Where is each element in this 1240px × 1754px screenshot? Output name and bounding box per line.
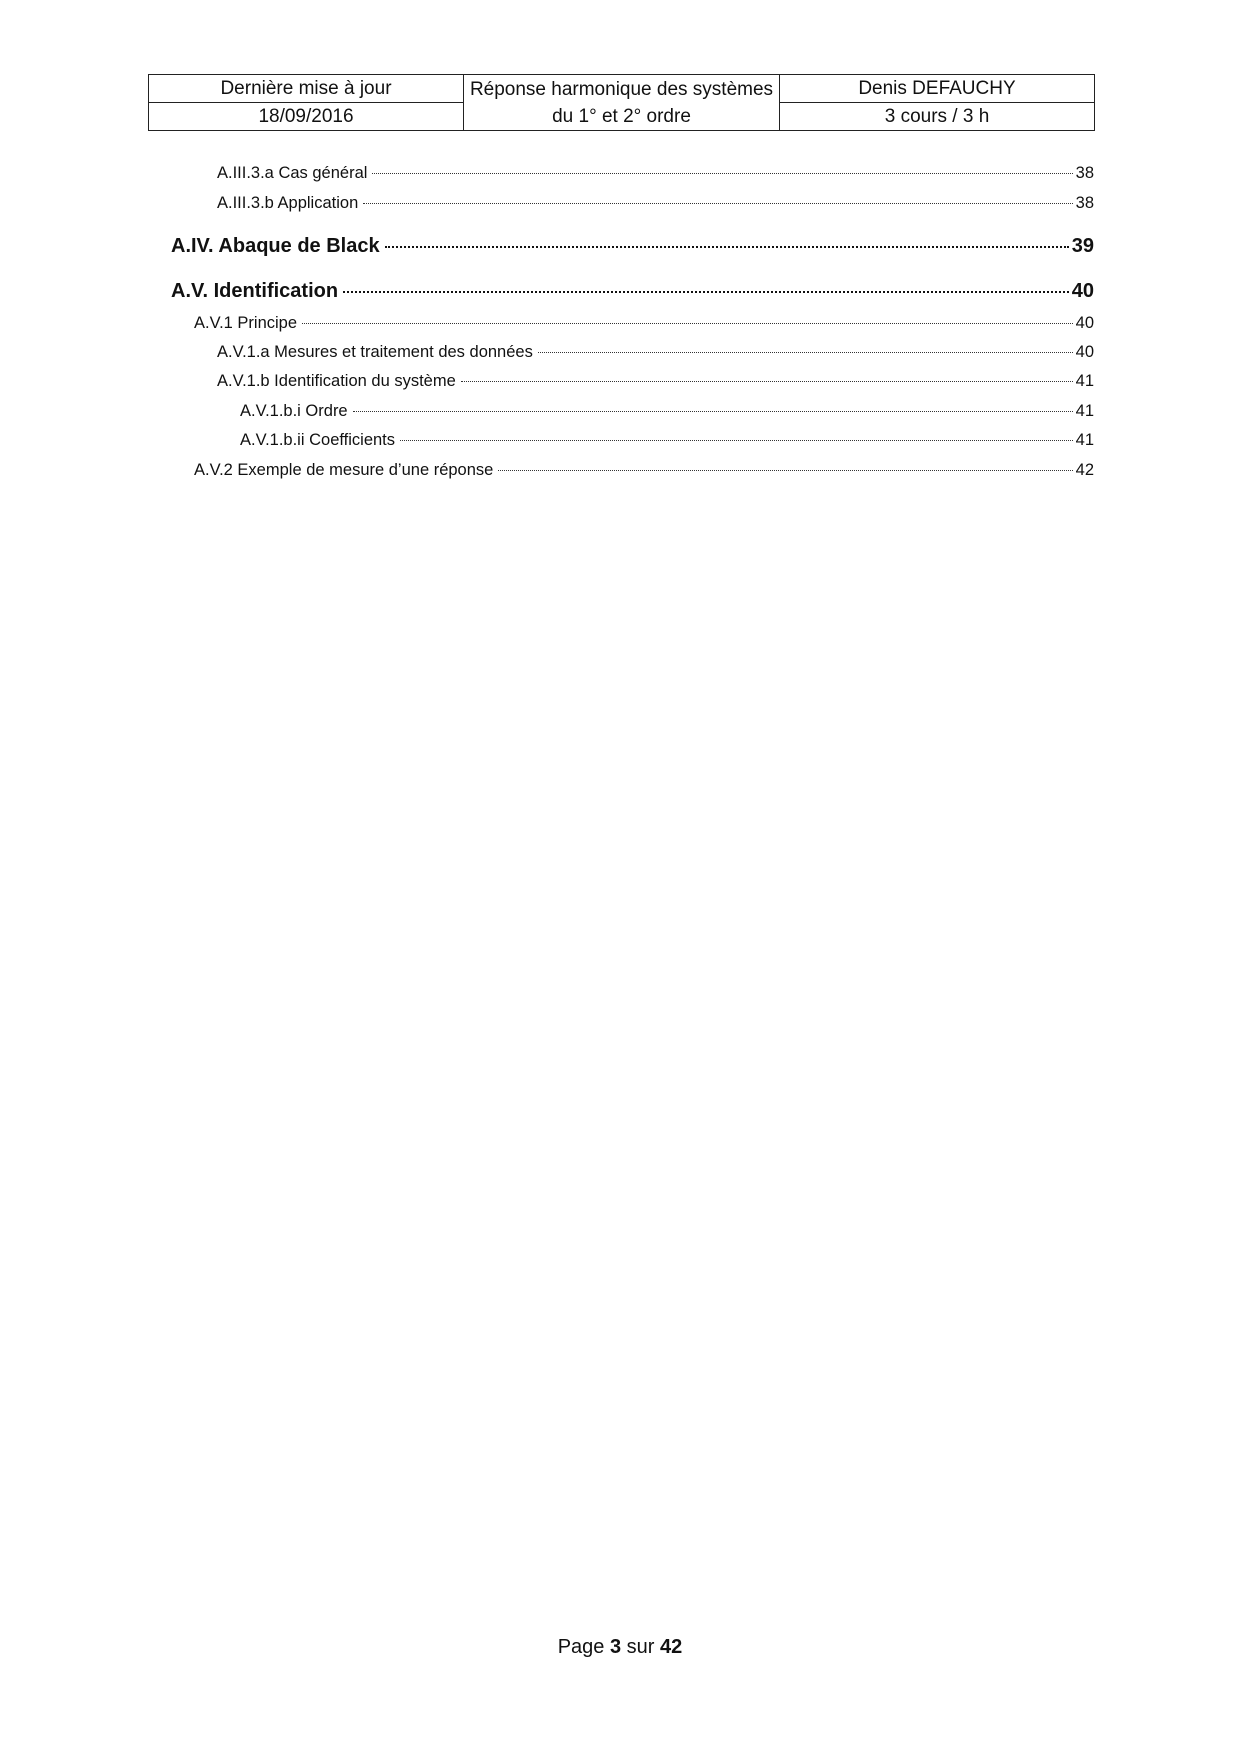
toc-entry-label: A.V.1.b Identification du système (217, 372, 456, 390)
toc-dot-leader (363, 203, 1072, 204)
toc-entry-page: 40 (1071, 280, 1094, 302)
toc-entry[interactable] (217, 343, 1094, 362)
toc-entry-label: A.IV. Abaque de Black (171, 235, 380, 257)
document-title: Réponse harmonique des systèmes du 1° et 2° ordre (464, 75, 780, 131)
footer-current-page: 3 (609, 1636, 622, 1658)
toc-entry-label: A.V.1.a Mesures et traitement des données (217, 343, 533, 361)
toc-dot-leader (461, 381, 1073, 382)
toc-entry[interactable] (194, 461, 1094, 480)
footer-total-pages: 42 (660, 1636, 683, 1658)
last-update-label: Dernière mise à jour (149, 75, 464, 103)
toc-dot-leader (538, 352, 1073, 353)
toc-entry[interactable] (240, 431, 1094, 450)
toc-entry-page: 41 (1075, 431, 1094, 449)
toc-entry-page: 38 (1075, 164, 1094, 182)
toc-dot-leader (353, 411, 1073, 412)
toc-dot-leader (400, 440, 1073, 441)
toc-entry-label: A.V.1.b.ii Coefficients (240, 431, 396, 449)
toc-entry-label: A.V.2 Exemple de mesure d’une réponse (194, 461, 494, 479)
author-name: Denis DEFAUCHY (780, 75, 1095, 103)
toc-dot-leader (385, 246, 1069, 248)
toc-entry[interactable] (194, 314, 1094, 333)
toc-dot-leader (498, 470, 1072, 471)
toc-entry-label: A.III.3.a Cas général (217, 164, 368, 182)
toc-entry-page: 39 (1071, 235, 1094, 257)
document-header (148, 74, 1095, 131)
toc-entry[interactable] (240, 402, 1094, 421)
toc-entry-page: 40 (1075, 343, 1094, 361)
toc-entry[interactable] (171, 235, 1094, 258)
toc-entry-label: A.V.1 Principe (194, 314, 298, 332)
toc-entry-page: 42 (1075, 461, 1094, 479)
toc-entry-label: A.III.3.b Application (217, 194, 359, 212)
toc-entry-label: A.V.1.b.i Ordre (240, 402, 348, 420)
toc-entry-page: 38 (1075, 194, 1094, 212)
last-update-date: 18/09/2016 (149, 103, 464, 131)
toc-entry-page: 41 (1075, 402, 1094, 420)
toc-entry-label: A.V. Identification (171, 280, 339, 302)
toc-entry[interactable] (217, 164, 1094, 183)
toc-entry[interactable] (217, 194, 1094, 213)
toc-dot-leader (302, 323, 1073, 324)
toc-entry-page: 41 (1075, 372, 1094, 390)
toc-dot-leader (372, 173, 1072, 174)
footer-prefix: Page (557, 1636, 605, 1658)
toc-entry[interactable] (171, 280, 1094, 303)
toc-dot-leader (343, 291, 1069, 293)
toc-entry-page: 40 (1075, 314, 1094, 332)
page-footer (0, 1636, 1240, 1659)
toc-entry[interactable] (217, 372, 1094, 391)
course-duration: 3 cours / 3 h (780, 103, 1095, 131)
footer-separator: sur (626, 1636, 655, 1658)
